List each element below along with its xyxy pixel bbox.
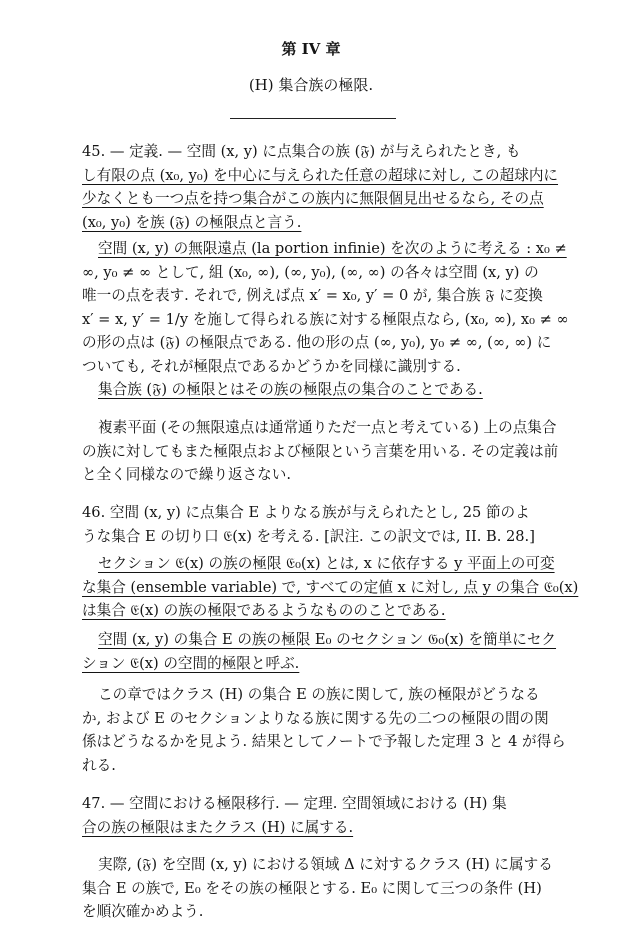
text-line: な集合 (ensemble variable) で, すべての定値 x に対し, 点 y の集合 𝔈₀(x) <box>82 578 579 596</box>
paragraph-chapter-overview <box>82 683 582 777</box>
text-line: (x₀, y₀) を族 (𝔉) の極限点と言う. <box>82 213 302 231</box>
text-line: 集合族 (𝔉) の極限とはその族の極限点の集合のことである. <box>98 381 483 398</box>
text-line: ついても, それが極限点であるかどうかを同様に識別する. <box>82 357 461 375</box>
text-line: 46. 空間 (x, y) に点集合 E よりなる族が与えられたとし, 25 節のよ <box>82 504 530 521</box>
paragraph-section-limit <box>82 552 582 623</box>
text-line: 合の族の極限はまたクラス (H) に属する. <box>82 818 354 836</box>
text-line: の形の点は (𝔉) の極限点である. 他の形の点 (∞, y₀), y₀ ≠ ∞, (∞, ∞) に <box>82 334 552 351</box>
paragraph-proof <box>82 853 582 924</box>
chapter-heading: 第 IV 章 <box>281 40 341 58</box>
paragraph-46 <box>82 501 582 548</box>
paragraph-spatial-limit <box>82 628 582 675</box>
text-line: 少なくとも一つ点を持つ集合がこの族内に無限個見出せるなら, その点 <box>82 190 544 207</box>
text-line: 唯一の点を表す. それで, 例えば点 x′ = x₀, y′ = 0 が, 集合族 𝔉 に変換 <box>82 287 543 304</box>
text-line: と全く同様なので繰り返さない. <box>82 466 291 483</box>
text-line: 複素平面 (その無限遠点は通常通りただ一点と考えている) 上の点集合 <box>98 419 557 436</box>
text-line: れる. <box>82 756 116 774</box>
paragraph-45-definition <box>82 140 582 234</box>
text-line: この章ではクラス (H) の集合 E の族に関して, 族の極限がどうなる <box>98 686 540 703</box>
text-line: 集合 E の族で, E₀ をその族の極限とする. E₀ に関して三つの条件 (H) <box>82 879 542 897</box>
text-line: うな集合 E の切り口 𝔈(x) を考える. [訳注. この訳文では, II. B. 28.] <box>82 527 535 545</box>
paragraph-complex-plane <box>82 416 582 487</box>
paragraph-family-limit <box>82 378 582 402</box>
text-line: ∞, y₀ ≠ ∞ として, 組 (x₀, ∞), (∞, y₀), (∞, ∞) の各々は空間 (x, y) の <box>82 263 539 281</box>
text-line: は集合 𝔈(x) の族の極限であるようなもののことである. <box>82 602 446 619</box>
title-divider <box>230 118 396 119</box>
text-line: か, および E のセクションよりなる族に関する先の二つの極限の間の関 <box>82 709 549 727</box>
text-line: 係はどうなるかを見よう. 結果としてノートで予報した定理 3 と 4 が得ら <box>82 733 566 750</box>
text-line: 実際, (𝔉) を空間 (x, y) における領域 Δ に対するクラス (H) に属する <box>98 856 553 873</box>
text-line: の族に対してもまた極限点および極限という言葉を用いる. その定義は前 <box>82 442 559 460</box>
text-line: 空間 (x, y) の無限遠点 (la portion infinie) を次のように考える : x₀ ≠ <box>98 240 567 257</box>
text-line: x′ = x, y′ = 1/y を施して得られる族に対する極限点なら, (x₀, ∞), x₀ ≠ ∞ <box>82 310 569 328</box>
text-line: セクション 𝔈(x) の族の極限 𝔈₀(x) とは, x に依存する y 平面上の可変 <box>98 555 555 572</box>
text-line: ション 𝔈(x) の空間的極限と呼ぶ. <box>82 654 300 672</box>
section-title: (H) 集合族の極限. <box>248 76 374 94</box>
text-line: し有限の点 (x₀, y₀) を中心に与えられた任意の超球に対し, この超球内に <box>82 166 559 184</box>
text-line: 空間 (x, y) の集合 E の族の極限 E₀ のセクション 𝔊₀(x) を簡単にセク <box>98 631 557 648</box>
text-line: を順次確かめよう. <box>82 903 204 920</box>
paragraph-47-theorem <box>82 792 582 839</box>
paragraph-infinite-points <box>82 237 582 378</box>
text-line: 47. — 空間における極限移行. — 定理. 空間領域における (H) 集 <box>82 795 507 812</box>
text-line: 45. — 定義. — 空間 (x, y) に点集合の族 (𝔉) が与えられたとき, も <box>82 143 521 160</box>
